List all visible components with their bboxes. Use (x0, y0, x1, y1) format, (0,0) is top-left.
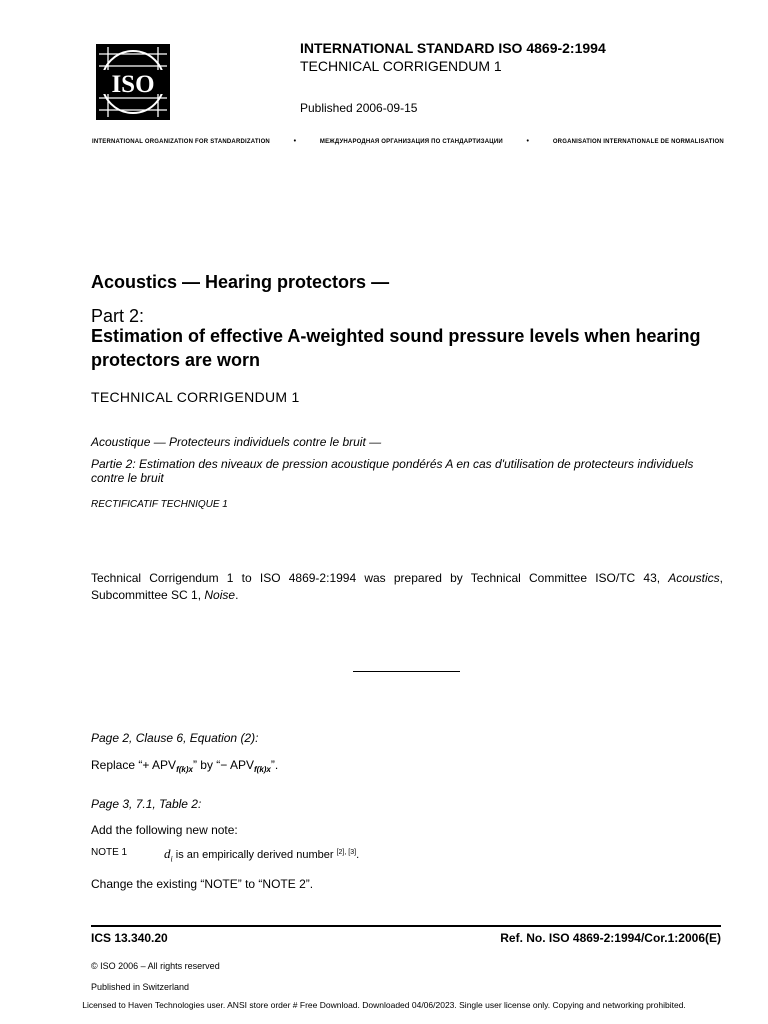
iso-logo (96, 44, 170, 120)
corrigendum-heading: TECHNICAL CORRIGENDUM 1 (91, 389, 300, 405)
correction-2-heading: Page 3, 7.1, Table 2: (91, 797, 202, 811)
reference-number: Ref. No. ISO 4869-2:1994/Cor.1:2006(E) (500, 931, 721, 945)
corrigendum-label: TECHNICAL CORRIGENDUM 1 (300, 58, 502, 74)
organization-line (92, 138, 724, 145)
document-subtitle: Estimation of effective A-weighted sound pressure levels when hearing protectors are worn (91, 326, 701, 370)
license-notice: Licensed to Haven Technologies user. ANSI store order # Free Download. Downloaded 04/06/2023. Single user license only. Copying and networking prohibited. (82, 1000, 686, 1010)
document-title: Acoustics — Hearing protectors — (91, 272, 390, 292)
org-name-fr: ORGANISATION INTERNATIONALE DE NORMALISATION (552, 138, 724, 145)
standard-title: INTERNATIONAL STANDARD ISO 4869-2:1994 (300, 40, 606, 56)
org-separator: • (526, 138, 530, 145)
french-corrigendum: RECTIFICATIF TECHNIQUE 1 (91, 499, 228, 510)
correction-1-text: Replace “+ $APV_{f(k)x}$” by “− $APV_{f(k)x}$”. (91, 758, 279, 774)
note-label: NOTE 1 (91, 847, 128, 858)
iso-logo-text: ISO (111, 71, 155, 98)
correction-2-change: Change the existing “NOTE” to “NOTE 2”. (91, 877, 314, 891)
french-title: Acoustique — Protecteurs individuels contre le bruit — (91, 435, 382, 449)
org-separator: • (293, 138, 297, 145)
ics-code: ICS 13.340.20 (91, 931, 168, 945)
org-name-en: INTERNATIONAL ORGANIZATION FOR STANDARDIZATION (92, 138, 270, 145)
preparation-paragraph: Technical Corrigendum 1 to ISO 4869-2:1994 was prepared by Technical Committee ISO/TC 43, Acoustics, Subcommittee SC 1, Noise. (91, 571, 723, 602)
part-number: Part 2: (91, 306, 145, 326)
org-name-ru: МЕЖДУНАРОДНАЯ ОРГАНИЗАЦИЯ ПО СТАНДАРТИЗАЦИИ (319, 138, 503, 145)
correction-1-heading: Page 2, Clause 6, Equation (2): (91, 731, 259, 745)
published-date: Published 2006-09-15 (300, 101, 418, 115)
correction-2-instruction: Add the following new note: (91, 823, 238, 837)
section-divider (353, 671, 460, 672)
footer-divider (91, 925, 721, 927)
copyright-notice: © ISO 2006 – All rights reserved (91, 961, 220, 971)
published-in: Published in Switzerland (91, 982, 190, 992)
french-subtitle: Partie 2: Estimation des niveaux de pression acoustique pondérés A en cas d'utilisation de protecteurs individuels contre le bruit (91, 457, 694, 485)
note-text: $d_i$ is an empirically derived number [2], [3]. (164, 846, 360, 864)
